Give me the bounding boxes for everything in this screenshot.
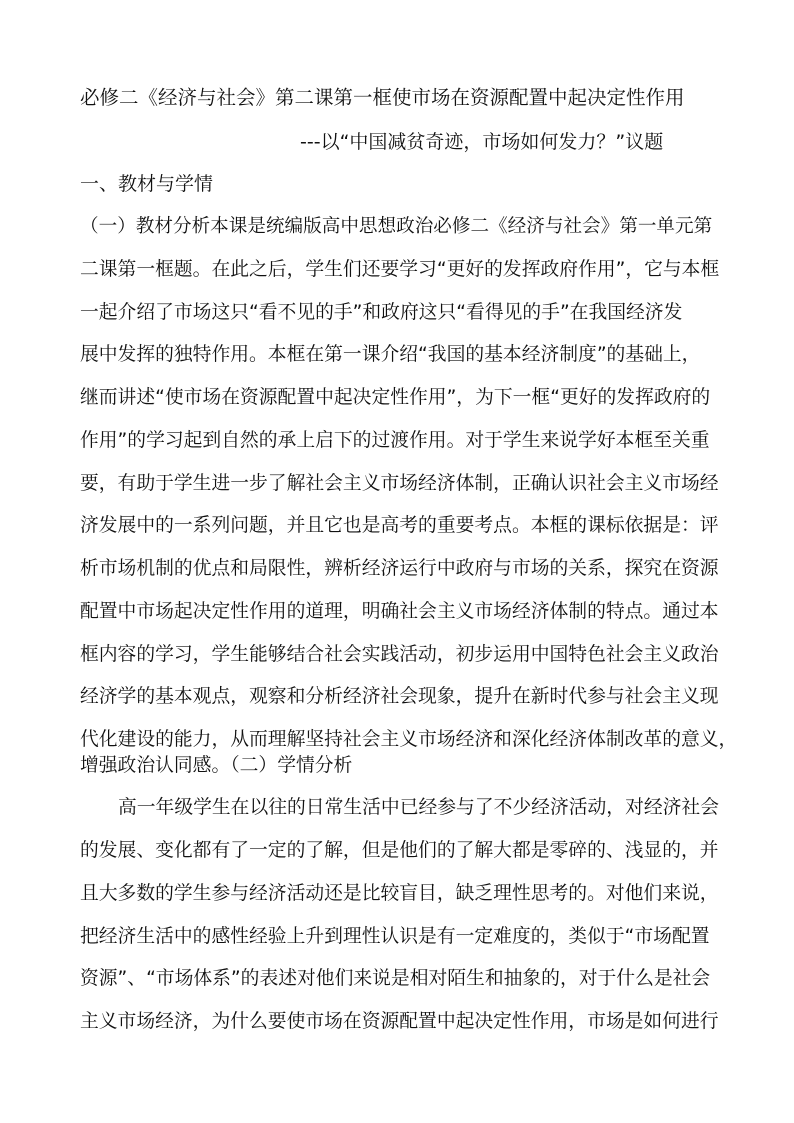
paragraph-line: 要，有助于学生进一步了解社会主义市场经济体制，正确认识社会主义市场经 [80,473,719,494]
paragraph-line: 一起介绍了市场这只“看不见的手”和政府这只“看得见的手”在我国经济发 [80,302,683,323]
paragraph-line: 济发展中的一系列问题，并且它也是高考的重要考点。本框的课标依据是：评 [80,515,719,536]
paragraph-line: 主义市场经济，为什么要使市场在资源配置中起决定性作用，市场是如何进行 [80,1011,719,1032]
paragraph-line: 继而讲述“使市场在资源配置中起决定性作用”，为下一框“更好的发挥政府的 [80,387,711,408]
paragraph-line: 展中发挥的独特作用。本框在第一课介绍“我国的基本经济制度”的基础上， [80,344,701,365]
paragraph-line: 析市场机制的优点和局限性，辨析经济运行中政府与市场的关系，探究在资源 [80,558,719,579]
paragraph-line: 配置中市场起决定性作用的道理，明确社会主义市场经济体制的特点。通过本 [80,601,719,622]
paragraph-line: 的发展、变化都有了一定的了解，但是他们的了解大都是零碎的、浅显的，并 [80,840,719,861]
document-subtitle: ---以“中国减贫奇迹，市场如何发力？”议题 [300,131,664,153]
document-title: 必修二《经济与社会》第二课第一框使市场在资源配置中起决定性作用 [80,86,685,109]
paragraph-line: 把经济生活中的感性经验上升到理性认识是有一定难度的，类似于“市场配置 [80,926,710,947]
paragraph-line: 代化建设的能力，从而理解坚持社会主义市场经济和深化经济体制改革的意义， [80,729,738,750]
paragraph-line: 经济学的基本观点，观察和分析经济社会现象，提升在新时代参与社会主义现 [80,686,719,707]
paragraph-line: 资源”、“市场体系”的表述对他们来说是相对陌生和抽象的，对于什么是社会 [80,968,711,989]
paragraph-line: 高一年级学生在以往的日常生活中已经参与了不少经济活动，对经济社会 [118,797,719,818]
paragraph-line: 二课第一框题。在此之后，学生们还要学习“更好的发挥政府作用”，它与本框 [80,259,720,280]
paragraph-line: 增强政治认同感。（二）学情分析 [80,755,353,776]
paragraph-line: （一）教材分析本课是统编版高中思想政治必修二《经济与社会》第一单元第 [80,216,713,237]
paragraph-line: 且大多数的学生参与经济活动还是比较盲目，缺乏理性思考的。对他们来说， [80,883,719,904]
paragraph-line: 框内容的学习，学生能够结合社会实践活动，初步运用中国特色社会主义政治 [80,644,719,665]
section-heading: 一、教材与学情 [80,173,214,195]
paragraph-line: 作用”的学习起到自然的承上启下的过渡作用。对于学生来说学好本框至关重 [80,430,710,451]
